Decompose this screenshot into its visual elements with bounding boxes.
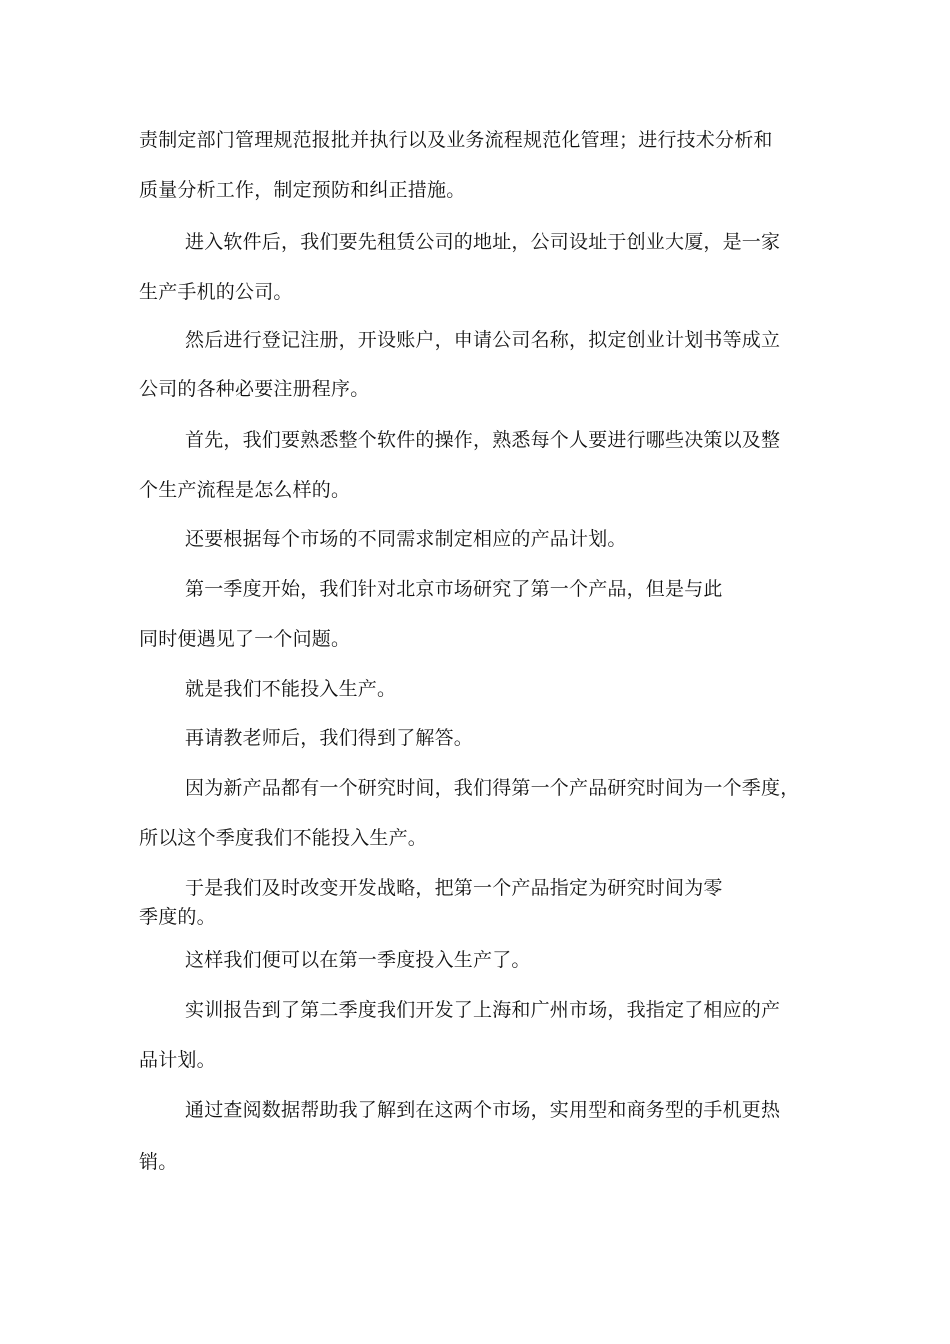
paragraph-start: 因为新产品都有一个研究时间，我们得第一个产品研究时间为一个季度， xyxy=(185,777,800,799)
paragraph-start: 进入软件后，我们要先租赁公司的地址，公司设址于创业大厦，是一家 xyxy=(185,231,781,253)
text-line: 季度的。 xyxy=(139,906,216,928)
paragraph-start: 实训报告到了第二季度我们开发了上海和广州市场，我指定了相应的产 xyxy=(185,999,781,1021)
paragraph-start: 通过查阅数据帮助我了解到在这两个市场，实用型和商务型的手机更热 xyxy=(185,1099,781,1121)
text-line: 销。 xyxy=(139,1151,178,1173)
paragraph-start: 再请教老师后，我们得到了解答。 xyxy=(185,727,474,749)
text-line: 所以这个季度我们不能投入生产。 xyxy=(139,827,428,849)
paragraph-start: 然后进行登记注册，开设账户，申请公司名称，拟定创业计划书等成立 xyxy=(185,329,781,351)
text-line: 个生产流程是怎么样的。 xyxy=(139,479,351,501)
text-line: 品计划。 xyxy=(139,1049,216,1071)
text-line: 同时便遇见了一个问题。 xyxy=(139,628,351,650)
text-line: 责制定部门管理规范报批并执行以及业务流程规范化管理；进行技术分析和 xyxy=(139,129,773,151)
paragraph-start: 首先，我们要熟悉整个软件的操作，熟悉每个人要进行哪些决策以及整 xyxy=(185,429,781,451)
paragraph-start: 第一季度开始，我们针对北京市场研究了第一个产品，但是与此 xyxy=(185,578,723,600)
text-line: 公司的各种必要注册程序。 xyxy=(139,378,370,400)
paragraph-start: 还要根据每个市场的不同需求制定相应的产品计划。 xyxy=(185,528,627,550)
paragraph-start: 就是我们不能投入生产。 xyxy=(185,678,397,700)
text-line: 生产手机的公司。 xyxy=(139,281,293,303)
paragraph-start: 这样我们便可以在第一季度投入生产了。 xyxy=(185,949,531,971)
paragraph-start: 于是我们及时改变开发战略，把第一个产品指定为研究时间为零 xyxy=(185,877,723,899)
text-line: 质量分析工作，制定预防和纠正措施。 xyxy=(139,179,466,201)
